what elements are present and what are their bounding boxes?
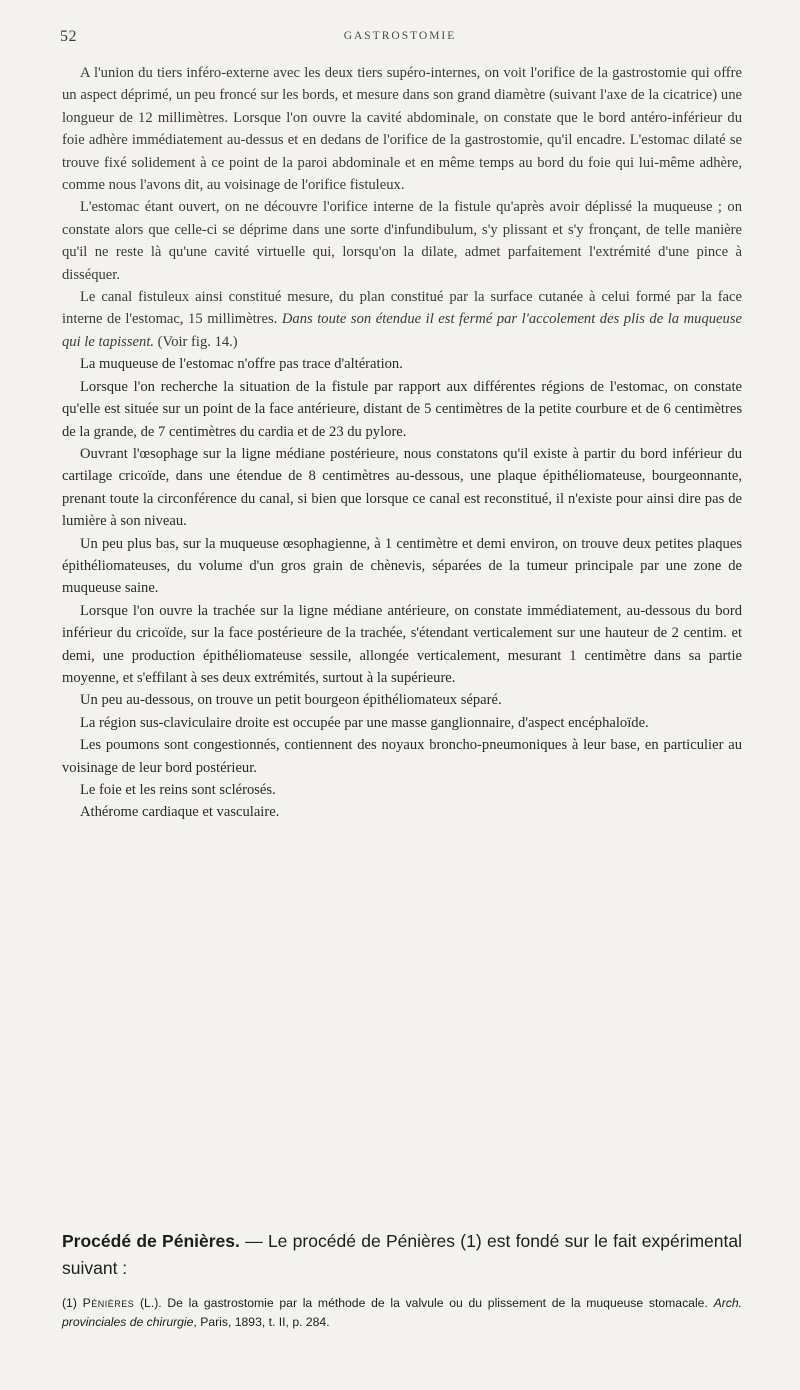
paragraph: Ouvrant l'œsophage sur la ligne médiane postérieure, nous constatons qu'il existe à partir du bord inférieur du cartilage cricoïde, dans une étendue de 8 centimètres au-dessous, une plaque épithéliomateuse, bourgeonnante, prenant toute la circonférence du canal, si bien que lorsque ce canal est reconstitué, il n'existe pour ainsi dire pas de lumière à son niveau.: [62, 445, 742, 530]
footnote: [62, 1294, 742, 1332]
page-number: 52: [60, 28, 77, 45]
footnote-author: Pénières: [82, 1296, 135, 1310]
paragraph: La muqueuse de l'estomac n'offre pas trace d'altération.: [80, 356, 403, 373]
paragraph: Lorsque l'on ouvre la trachée sur la ligne médiane antérieure, on constate immédiatement, au-dessous du bord inférieur du cricoïde, sur la face postérieure de la trachée, s'étendant verticalement sur une hauteur de 2 centim. et demi, une production épithéliomateuse sessile, allongée verticalement, mesurant 1 centimètre dans sa partie moyenne, et s'effilant à ses deux extrémités, surtout à la supérieure.: [62, 602, 742, 686]
paragraph: Lorsque l'on recherche la situation de la fistule par rapport aux différentes régions de l'estomac, on constate qu'elle est située sur un point de la face antérieure, distant de 5 centimètres de la petite courbure et de 6 centimètres de la grande, de 7 centimètres du cardia et de 23 du pylore.: [62, 378, 742, 440]
section-heading: [62, 1228, 742, 1282]
paragraph: Le foie et les reins sont sclérosés.: [80, 782, 276, 798]
section-intro: — Le procédé de Pénières (1) est fondé sur le fait expérimental suivant :: [62, 1231, 742, 1278]
footnote-text: (L.). De la gastrostomie par la méthode de la valvule ou du plissement de la muqueuse stomacale.: [134, 1296, 714, 1310]
paragraph: L'estomac étant ouvert, on ne découvre l'orifice interne de la fistule qu'après avoir déplissé la muqueuse ; on constate alors que celle-ci se déprime dans une sorte d'infundibulum, s'y plissant et s'y fronçant, de telle manière qu'il ne reste là qu'une cavité virtuelle qui, lorsqu'on la dilate, admet parfaitement l'extrémité d'une pince à disséquer.: [62, 199, 742, 283]
paragraph: [62, 286, 742, 353]
running-head: GASTROSTOMIE: [343, 30, 457, 42]
paragraph: Les poumons sont congestionnés, contiennent des noyaux broncho-pneumoniques à leur base, en particulier au voisinage de leur bord postérieur.: [62, 737, 742, 776]
footnote-journal: Arch. provinciales de chirurgie: [62, 1296, 743, 1329]
footnote-marker: (1): [62, 1296, 83, 1310]
paragraph-text: Le canal fistuleux ainsi constitué mesure, du plan constitué par la surface cutanée à celui formé par la face interne de l'estomac, 15 millimètres.: [62, 289, 742, 328]
figure-reference: (Voir fig. 14.): [154, 333, 238, 350]
page-header: [0, 28, 800, 52]
paragraph: A l'union du tiers inféro-externe avec les deux tiers supéro-internes, on voit l'orifice de la gastrostomie qui offre un aspect déprimé, un peu froncé sur les bords, et mesure dans son grand diamètre (suivant l'axe de la cicatrice) une longueur de 12 millimètres. Lorsque l'on ouvre la cavité abdominale, on constate que le bord antéro-inférieur du foie adhère immédiatement au-dessus et en dedans de l'orifice de la gastrostomie, qu'il encadre. L'estomac dilaté se trouve fixé solidement à ce point de la paroi abdominale et en même temps au bord du foie qui lui-même adhère, comme nous l'avons dit, au voisinage de l'orifice fistuleux.: [62, 65, 742, 194]
body-text: [62, 62, 742, 824]
paragraph: Athérome cardiaque et vasculaire.: [80, 804, 280, 821]
paragraph: Un peu plus bas, sur la muqueuse œsophagienne, à 1 centimètre et demi environ, on trouve deux petites plaques épithéliomateuses, du volume d'un gros grain de chènevis, séparées de la tumeur principale par une zone de muqueuse saine.: [62, 535, 742, 597]
footnote-citation: , Paris, 1893, t. II, p. 284.: [193, 1315, 330, 1329]
italic-text: Dans toute son étendue il est fermé par l'accolement des plis de la muqueuse qui le tapissent.: [62, 311, 742, 350]
paragraph: Un peu au-dessous, on trouve un petit bourgeon épithéliomateux séparé.: [80, 692, 502, 709]
section-title: Procédé de Pénières.: [62, 1231, 240, 1251]
paragraph: La région sus-claviculaire droite est occupée par une masse ganglionnaire, d'aspect encéphaloïde.: [80, 714, 649, 731]
